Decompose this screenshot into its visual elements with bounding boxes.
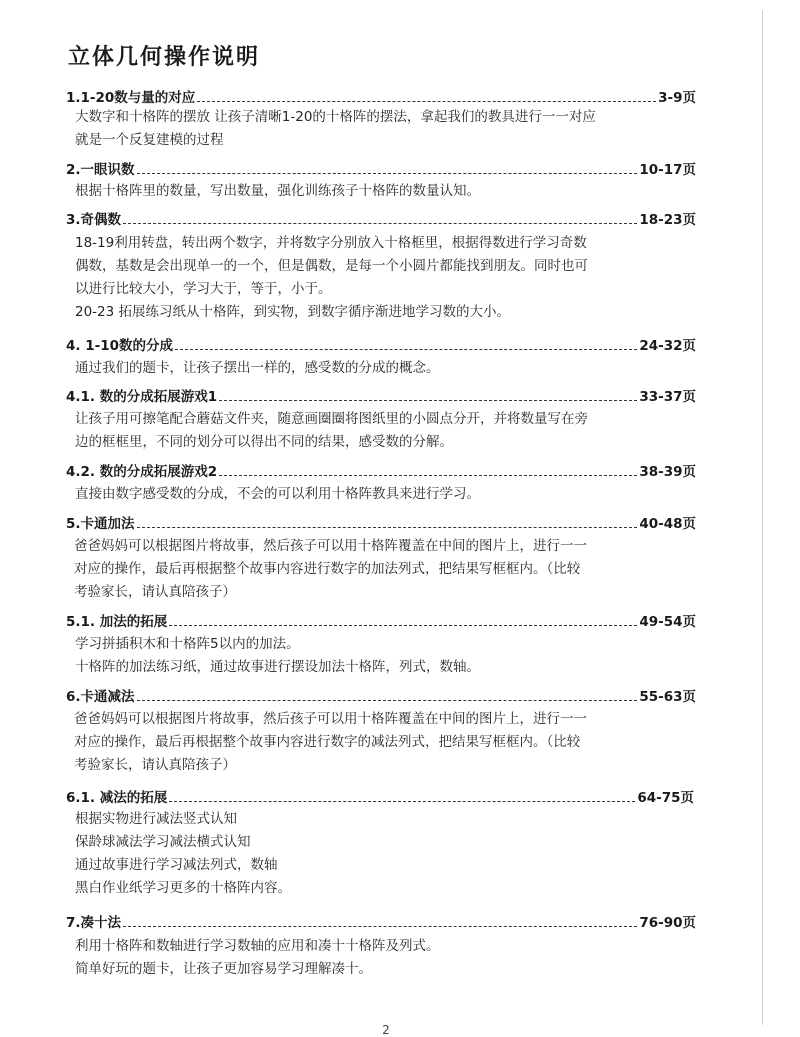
toc-entry-pages: 24-32页 <box>639 338 696 354</box>
desc-line: 学习拼插积木和十格阵5以内的加法。 <box>75 636 300 652</box>
toc-entry-4 <box>66 334 696 354</box>
toc-entry-label: 6.1. 减法的拓展 <box>66 790 168 806</box>
toc-entry-label: 4.1. 数的分成拓展游戏1 <box>66 389 218 405</box>
toc-entry-label: 2.一眼识数 <box>66 162 135 178</box>
toc-entry-7 <box>66 911 696 931</box>
desc-line: 直接由数字感受数的分成，不会的可以利用十格阵教具来进行学习。 <box>75 486 480 502</box>
desc-line: 对应的操作，最后再根据整个故事内容进行数字的减法列式，把结果写框框内。（比较 <box>74 734 581 750</box>
toc-entry-description <box>75 232 715 324</box>
toc-entry-pages: 33-37页 <box>639 389 696 405</box>
toc-entry-description <box>75 106 715 152</box>
toc-entry-5 <box>66 512 696 532</box>
toc-entry-label: 5.卡通加法 <box>66 516 135 532</box>
desc-line: 让孩子用可擦笔配合蘑菇文件夹，随意画圈圈将图纸里的小圆点分开，并将数量写在旁 <box>75 411 588 427</box>
toc-entry-label: 4. 1-10数的分成 <box>66 338 174 354</box>
toc-entry-description <box>75 935 715 981</box>
desc-line: 以进行比较大小，学习大于，等于，小于。 <box>75 281 332 297</box>
toc-entry-pages: 76-90页 <box>639 915 696 931</box>
desc-line: 利用十格阵和数轴进行学习数轴的应用和凑十十格阵及列式。 <box>75 938 440 954</box>
toc-leader <box>137 527 638 528</box>
toc-leader <box>137 173 638 174</box>
toc-entry-description <box>75 633 715 679</box>
toc-entry-pages: 55-63页 <box>639 689 696 705</box>
toc-entry-description <box>75 808 715 900</box>
desc-line: 根据十格阵里的数量，写出数量，强化训练孩子十格阵的数量认知。 <box>75 183 480 199</box>
desc-line: 通过我们的题卡，让孩子摆出一样的，感受数的分成的概念。 <box>75 360 440 376</box>
toc-entry-pages: 49-54页 <box>639 614 696 630</box>
desc-line: 就是一个反复建模的过程 <box>75 132 224 148</box>
toc-entry-6-1 <box>66 786 694 806</box>
toc-entry-pages: 38-39页 <box>639 464 696 480</box>
toc-entry-label: 3.奇偶数 <box>66 212 122 228</box>
toc-entry-pages: 10-17页 <box>639 162 696 178</box>
desc-line: 保龄球减法学习减法横式认知 <box>75 834 251 850</box>
desc-line: 偶数，基数是会出现单一的一个，但是偶数，是每一个小圆片都能找到朋友。同时也可 <box>75 258 588 274</box>
desc-line: 根据实物进行减法竖式认知 <box>75 811 237 827</box>
toc-entry-description <box>75 180 715 203</box>
toc-entry-label: 5.1. 加法的拓展 <box>66 614 168 630</box>
toc-entry-6 <box>66 685 696 705</box>
toc-leader <box>123 926 637 927</box>
toc-leader <box>219 475 637 476</box>
desc-line: 18-19利用转盘，转出两个数字，并将数字分别放入十格框里，根据得数进行学习奇数 <box>75 235 587 251</box>
toc-leader <box>137 700 638 701</box>
page-number: 2 <box>382 1023 390 1037</box>
toc-entry-description <box>74 708 714 777</box>
toc-entry-5-1 <box>66 610 696 630</box>
toc-entry-4-1 <box>66 385 696 405</box>
toc-entry-description <box>75 483 715 506</box>
desc-line: 爸爸妈妈可以根据图片将故事，然后孩子可以用十格阵覆盖在中间的图片上，进行一一 <box>74 538 587 554</box>
toc-entry-2 <box>66 158 696 178</box>
desc-line: 黑白作业纸学习更多的十格阵内容。 <box>75 880 291 896</box>
desc-line: 对应的操作，最后再根据整个故事内容进行数字的加法列式，把结果写框框内。（比较 <box>74 561 581 577</box>
toc-leader <box>175 349 637 350</box>
toc-entry-pages: 40-48页 <box>639 516 696 532</box>
desc-line: 大数字和十格阵的摆放 让孩子清晰1-20的十格阵的摆法，拿起我们的教具进行一一对应 <box>75 109 596 125</box>
toc-entry-pages: 64-75页 <box>637 790 694 806</box>
toc-entry-description <box>75 408 715 454</box>
toc-entry-label: 7.凑十法 <box>66 915 122 931</box>
toc-leader <box>123 223 637 224</box>
desc-line: 通过故事进行学习减法列式，数轴 <box>75 857 278 873</box>
toc-leader <box>169 625 637 626</box>
desc-line: 20-23 拓展练习纸从十格阵，到实物，到数字循序渐进地学习数的大小。 <box>75 304 511 320</box>
toc-entry-pages: 3-9页 <box>658 90 696 106</box>
desc-line: 爸爸妈妈可以根据图片将故事，然后孩子可以用十格阵覆盖在中间的图片上，进行一一 <box>74 711 587 727</box>
toc-leader <box>169 801 635 802</box>
desc-line: 考验家长，请认真陪孩子） <box>74 757 236 773</box>
toc-entry-label: 4.2. 数的分成拓展游戏2 <box>66 464 218 480</box>
toc-entry-pages: 18-23页 <box>639 212 696 228</box>
page-edge-line <box>762 10 763 1025</box>
desc-line: 边的框框里，不同的划分可以得出不同的结果，感受数的分解。 <box>75 434 453 450</box>
toc-entry-1 <box>66 86 696 106</box>
toc-entry-4-2 <box>66 460 696 480</box>
toc-leader <box>219 400 637 401</box>
desc-line: 简单好玩的题卡，让孩子更加容易学习理解凑十。 <box>75 961 372 977</box>
toc-leader <box>197 101 656 102</box>
toc-entry-3 <box>66 208 696 228</box>
page-title: 立体几何操作说明 <box>68 45 261 70</box>
toc-entry-description <box>74 535 714 604</box>
desc-line: 十格阵的加法练习纸，通过故事进行摆设加法十格阵，列式，数轴。 <box>75 659 480 675</box>
toc-entry-label: 6.卡通减法 <box>66 689 135 705</box>
toc-entry-label: 1.1-20数与量的对应 <box>66 90 196 106</box>
toc-entry-description <box>75 357 715 380</box>
desc-line: 考验家长，请认真陪孩子） <box>74 584 236 600</box>
